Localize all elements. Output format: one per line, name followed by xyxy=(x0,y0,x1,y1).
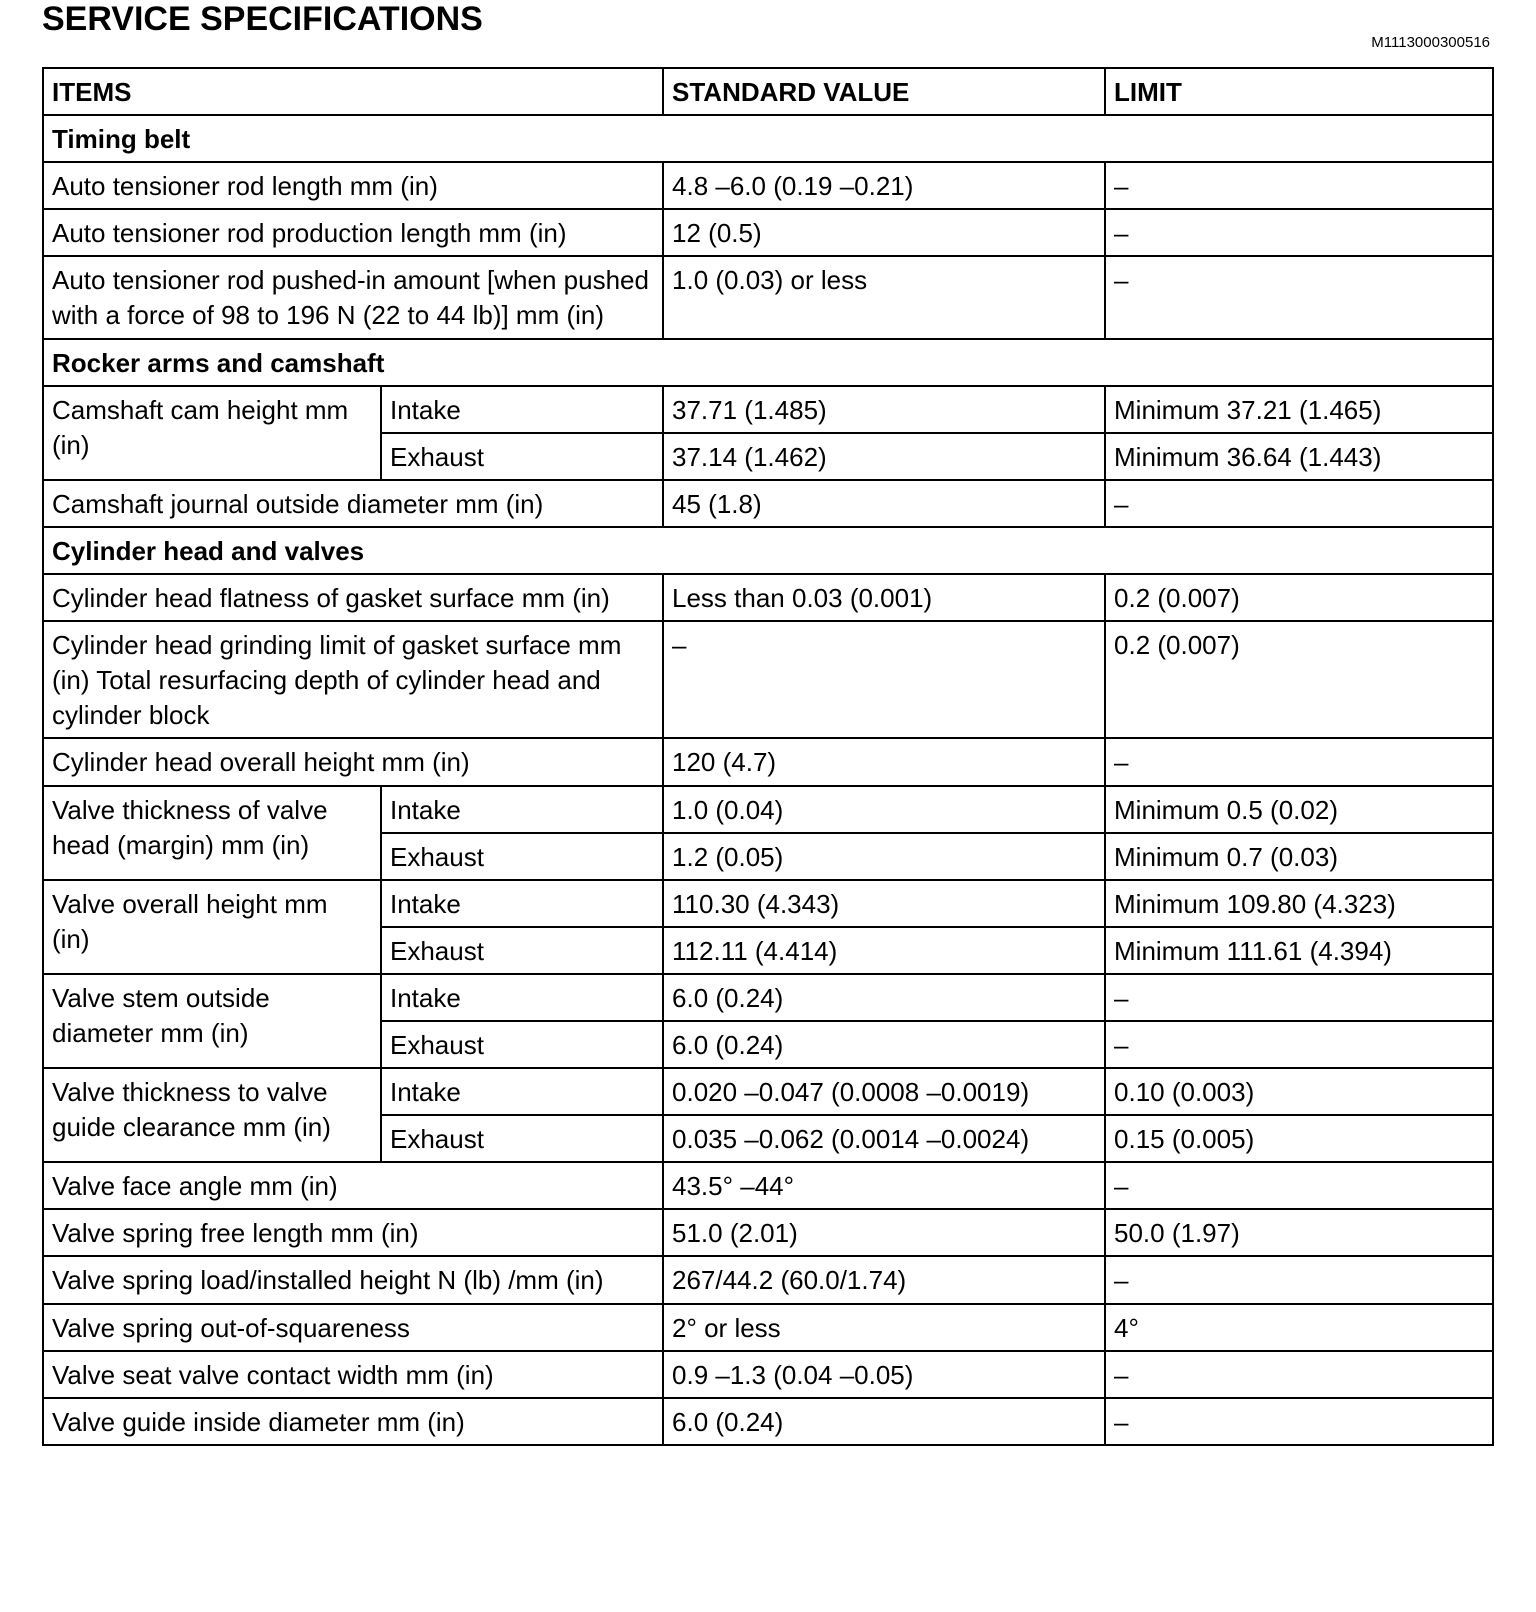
table-row xyxy=(43,1068,1493,1115)
document-id: M1113000300516 xyxy=(1371,34,1490,51)
sub-item-cell: Intake xyxy=(381,974,663,1021)
standard-value-cell: 37.71 (1.485) xyxy=(663,386,1105,433)
sub-item-cell: Intake xyxy=(381,386,663,433)
limit-cell: – xyxy=(1105,480,1493,527)
table-row xyxy=(43,1256,1493,1303)
sub-item-cell: Intake xyxy=(381,1068,663,1115)
table-row xyxy=(43,1162,1493,1209)
item-cell: Valve thickness to valve guide clearance mm (in) xyxy=(43,1068,381,1162)
standard-value-cell: 0.035 –0.062 (0.0014 –0.0024) xyxy=(663,1115,1105,1162)
item-cell: Valve stem outside diameter mm (in) xyxy=(43,974,381,1068)
header-limit: LIMIT xyxy=(1105,68,1493,115)
standard-value-cell: 1.2 (0.05) xyxy=(663,833,1105,880)
table-row xyxy=(43,786,1493,833)
standard-value-cell: 37.14 (1.462) xyxy=(663,433,1105,480)
limit-cell: – xyxy=(1105,1256,1493,1303)
limit-cell: 0.15 (0.005) xyxy=(1105,1115,1493,1162)
table-row xyxy=(43,256,1493,338)
table-row xyxy=(43,1398,1493,1445)
limit-cell: 0.10 (0.003) xyxy=(1105,1068,1493,1115)
item-cell: Cylinder head overall height mm (in) xyxy=(43,738,663,785)
table-row xyxy=(43,162,1493,209)
limit-cell: Minimum 0.5 (0.02) xyxy=(1105,786,1493,833)
table-row xyxy=(43,880,1493,927)
limit-cell: 50.0 (1.97) xyxy=(1105,1209,1493,1256)
sub-item-cell: Intake xyxy=(381,786,663,833)
section-row xyxy=(43,527,1493,574)
sub-item-cell: Exhaust xyxy=(381,433,663,480)
limit-cell: 4° xyxy=(1105,1304,1493,1351)
section-label: Timing belt xyxy=(43,115,1493,162)
item-cell: Valve overall height mm (in) xyxy=(43,880,381,974)
item-cell: Valve spring load/installed height N (lb) /mm (in) xyxy=(43,1256,663,1303)
standard-value-cell: 1.0 (0.04) xyxy=(663,786,1105,833)
standard-value-cell: 0.020 –0.047 (0.0008 –0.0019) xyxy=(663,1068,1105,1115)
sub-item-cell: Exhaust xyxy=(381,927,663,974)
item-cell: Camshaft cam height mm (in) xyxy=(43,386,381,480)
limit-cell: – xyxy=(1105,1351,1493,1398)
item-cell: Cylinder head flatness of gasket surface mm (in) xyxy=(43,574,663,621)
limit-cell: – xyxy=(1105,1398,1493,1445)
standard-value-cell: 6.0 (0.24) xyxy=(663,1398,1105,1445)
specifications-table xyxy=(42,67,1494,1446)
limit-cell: – xyxy=(1105,738,1493,785)
standard-value-cell: 6.0 (0.24) xyxy=(663,1021,1105,1068)
table-row xyxy=(43,974,1493,1021)
item-cell: Auto tensioner rod production length mm (in) xyxy=(43,209,663,256)
section-row xyxy=(43,339,1493,386)
header-items: ITEMS xyxy=(43,68,663,115)
sub-item-cell: Intake xyxy=(381,880,663,927)
standard-value-cell: 267/44.2 (60.0/1.74) xyxy=(663,1256,1105,1303)
limit-cell: Minimum 0.7 (0.03) xyxy=(1105,833,1493,880)
section-label: Rocker arms and camshaft xyxy=(43,339,1493,386)
item-cell: Cylinder head grinding limit of gasket surface mm (in) Total resurfacing depth of cylinder head and cylinder block xyxy=(43,621,663,738)
table-row xyxy=(43,1351,1493,1398)
limit-cell: – xyxy=(1105,1021,1493,1068)
item-cell: Valve guide inside diameter mm (in) xyxy=(43,1398,663,1445)
standard-value-cell: 45 (1.8) xyxy=(663,480,1105,527)
item-cell: Valve spring out-of-squareness xyxy=(43,1304,663,1351)
item-cell: Valve spring free length mm (in) xyxy=(43,1209,663,1256)
table-row xyxy=(43,738,1493,785)
item-cell: Camshaft journal outside diameter mm (in) xyxy=(43,480,663,527)
item-cell: Valve face angle mm (in) xyxy=(43,1162,663,1209)
limit-cell: – xyxy=(1105,256,1493,338)
standard-value-cell: 6.0 (0.24) xyxy=(663,974,1105,1021)
item-cell: Auto tensioner rod pushed-in amount [when pushed with a force of 98 to 196 N (22 to 44 lb)] mm (in) xyxy=(43,256,663,338)
standard-value-cell: 120 (4.7) xyxy=(663,738,1105,785)
table-row xyxy=(43,574,1493,621)
standard-value-cell: 4.8 –6.0 (0.19 –0.21) xyxy=(663,162,1105,209)
limit-cell: – xyxy=(1105,209,1493,256)
limit-cell: 0.2 (0.007) xyxy=(1105,621,1493,738)
standard-value-cell: 2° or less xyxy=(663,1304,1105,1351)
section-label: Cylinder head and valves xyxy=(43,527,1493,574)
table-row xyxy=(43,1304,1493,1351)
table-row xyxy=(43,621,1493,738)
limit-cell: Minimum 111.61 (4.394) xyxy=(1105,927,1493,974)
sub-item-cell: Exhaust xyxy=(381,833,663,880)
sub-item-cell: Exhaust xyxy=(381,1115,663,1162)
sub-item-cell: Exhaust xyxy=(381,1021,663,1068)
standard-value-cell: Less than 0.03 (0.001) xyxy=(663,574,1105,621)
limit-cell: – xyxy=(1105,1162,1493,1209)
table-row xyxy=(43,209,1493,256)
page-title: SERVICE SPECIFICATIONS xyxy=(42,0,483,38)
section-row xyxy=(43,115,1493,162)
limit-cell: – xyxy=(1105,974,1493,1021)
limit-cell: Minimum 37.21 (1.465) xyxy=(1105,386,1493,433)
standard-value-cell: 1.0 (0.03) or less xyxy=(663,256,1105,338)
standard-value-cell: 43.5° –44° xyxy=(663,1162,1105,1209)
header-standard-value: STANDARD VALUE xyxy=(663,68,1105,115)
standard-value-cell: 51.0 (2.01) xyxy=(663,1209,1105,1256)
item-cell: Valve seat valve contact width mm (in) xyxy=(43,1351,663,1398)
limit-cell: Minimum 36.64 (1.443) xyxy=(1105,433,1493,480)
standard-value-cell: 0.9 –1.3 (0.04 –0.05) xyxy=(663,1351,1105,1398)
standard-value-cell: – xyxy=(663,621,1105,738)
limit-cell: Minimum 109.80 (4.323) xyxy=(1105,880,1493,927)
table-row xyxy=(43,1209,1493,1256)
standard-value-cell: 110.30 (4.343) xyxy=(663,880,1105,927)
standard-value-cell: 112.11 (4.414) xyxy=(663,927,1105,974)
table-header-row xyxy=(43,68,1493,115)
item-cell: Auto tensioner rod length mm (in) xyxy=(43,162,663,209)
table-row xyxy=(43,480,1493,527)
item-cell: Valve thickness of valve head (margin) mm (in) xyxy=(43,786,381,880)
table-row xyxy=(43,386,1493,433)
standard-value-cell: 12 (0.5) xyxy=(663,209,1105,256)
limit-cell: – xyxy=(1105,162,1493,209)
limit-cell: 0.2 (0.007) xyxy=(1105,574,1493,621)
